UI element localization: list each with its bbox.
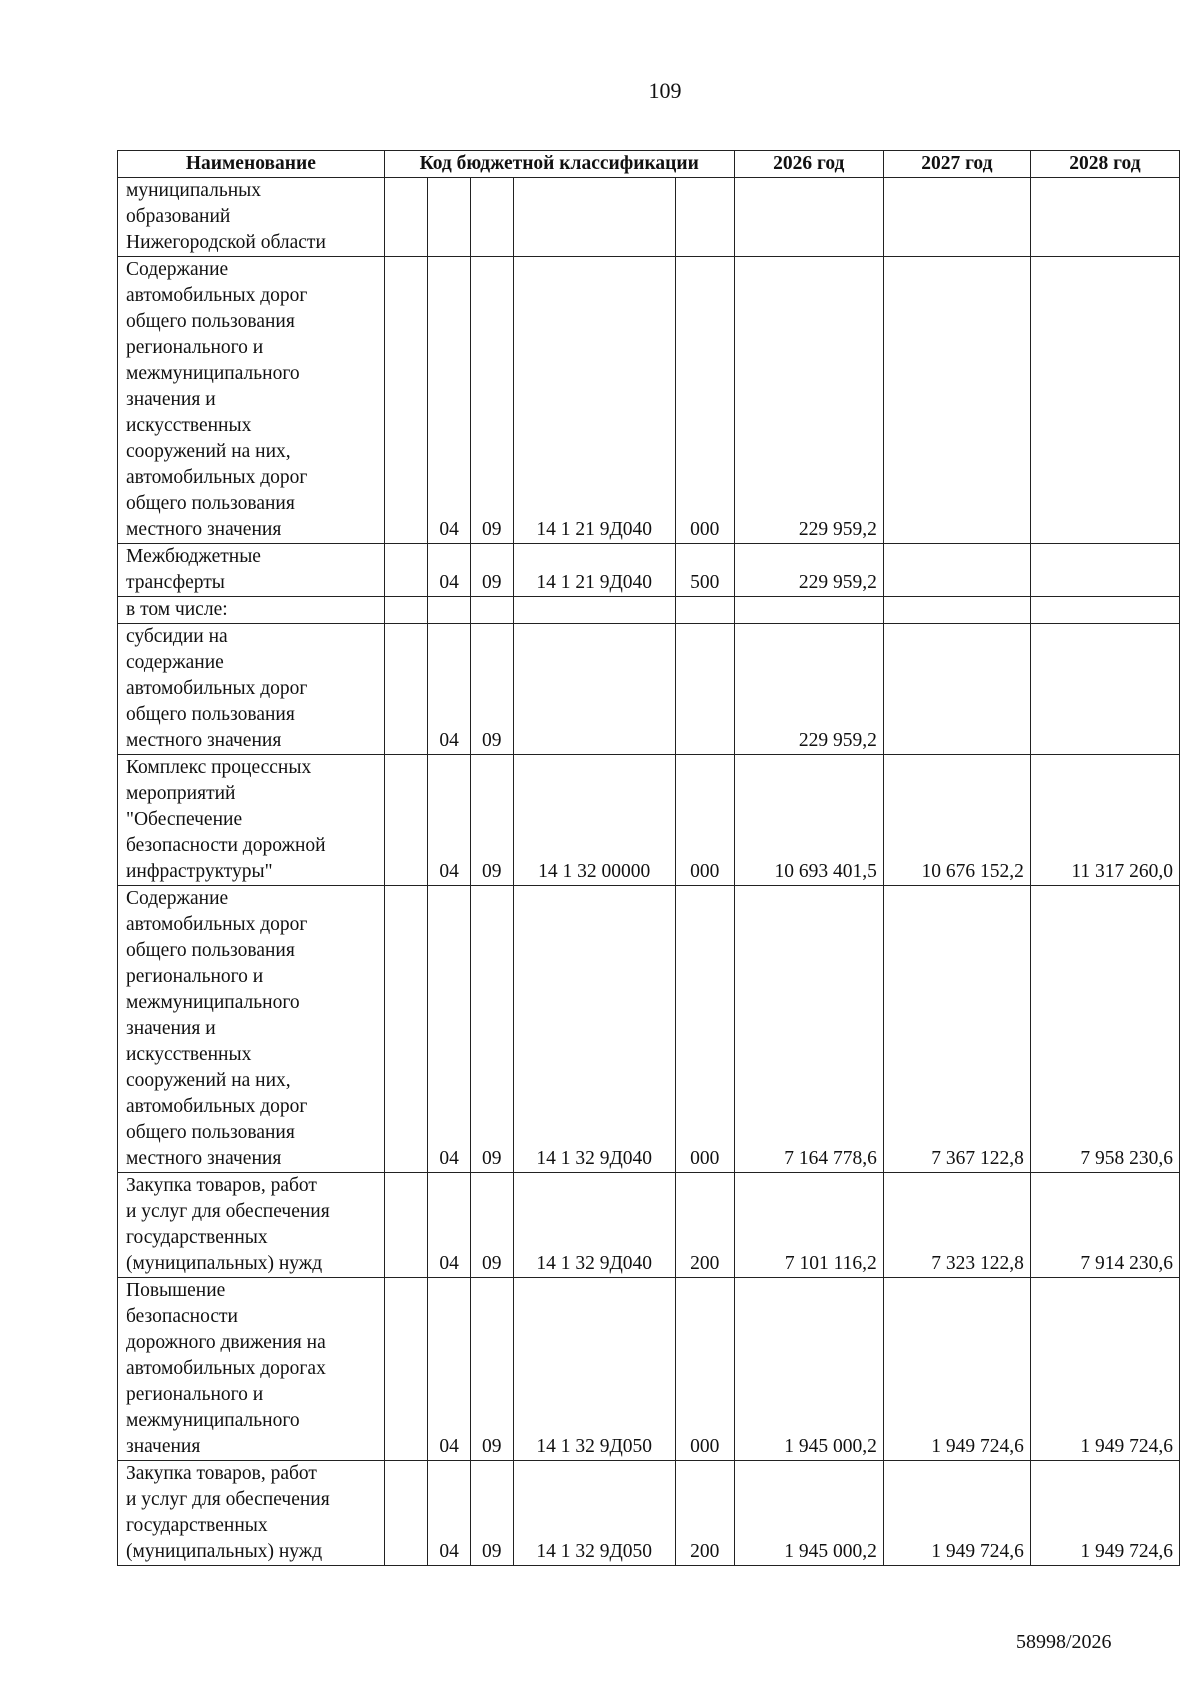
cell-name: Межбюджетные трансферты — [118, 544, 385, 597]
cell-code-expense-type: 000 — [675, 886, 734, 1173]
cell-value-2028 — [1030, 178, 1179, 257]
cell-value-2026: 1 945 000,2 — [734, 1278, 883, 1461]
table-row — [118, 1461, 1180, 1566]
cell-code-subsection: 09 — [470, 624, 513, 755]
cell-code-section: 04 — [428, 886, 471, 1173]
cell-value-2026 — [734, 178, 883, 257]
cell-code-1 — [384, 544, 428, 597]
table-row — [118, 1278, 1180, 1461]
cell-code-section: 04 — [428, 544, 471, 597]
cell-value-2027: 10 676 152,2 — [883, 755, 1030, 886]
cell-code-subsection: 09 — [470, 1461, 513, 1566]
cell-code-1 — [384, 886, 428, 1173]
cell-value-2028 — [1030, 624, 1179, 755]
cell-value-2026 — [734, 597, 883, 624]
cell-code-expense-type: 000 — [675, 755, 734, 886]
cell-code-expense-type: 000 — [675, 1278, 734, 1461]
cell-code-target: 14 1 32 9Д050 — [513, 1461, 675, 1566]
cell-value-2028: 1 949 724,6 — [1030, 1278, 1179, 1461]
cell-value-2028: 11 317 260,0 — [1030, 755, 1179, 886]
cell-value-2028: 7 914 230,6 — [1030, 1173, 1179, 1278]
cell-name: Содержание автомобильных дорог общего пользования регионального и межмуниципального значения и искусственных сооружений на них, автомобильных дорог общего пользования местного значения — [118, 886, 385, 1173]
cell-code-target: 14 1 21 9Д040 — [513, 257, 675, 544]
table-row — [118, 755, 1180, 886]
cell-value-2026: 7 101 116,2 — [734, 1173, 883, 1278]
cell-code-section: 04 — [428, 1461, 471, 1566]
header-name: Наименование — [118, 151, 385, 178]
header-2027: 2027 год — [883, 151, 1030, 178]
cell-name: Повышение безопасности дорожного движения на автомобильных дорогах регионального и межмуниципального значения — [118, 1278, 385, 1461]
cell-value-2028: 1 949 724,6 — [1030, 1461, 1179, 1566]
page-number: 109 — [648, 78, 682, 103]
cell-code-expense-type — [675, 597, 734, 624]
cell-code-target — [513, 624, 675, 755]
cell-code-target — [513, 597, 675, 624]
cell-code-subsection: 09 — [470, 1173, 513, 1278]
cell-code-1 — [384, 624, 428, 755]
cell-code-expense-type: 200 — [675, 1173, 734, 1278]
cell-value-2027: 1 949 724,6 — [883, 1461, 1030, 1566]
cell-value-2027 — [883, 178, 1030, 257]
cell-code-subsection — [470, 597, 513, 624]
cell-code-subsection: 09 — [470, 1278, 513, 1461]
cell-value-2026: 229 959,2 — [734, 624, 883, 755]
cell-value-2028 — [1030, 257, 1179, 544]
cell-code-expense-type: 500 — [675, 544, 734, 597]
cell-code-1 — [384, 1173, 428, 1278]
cell-value-2026: 1 945 000,2 — [734, 1461, 883, 1566]
cell-code-target: 14 1 32 9Д050 — [513, 1278, 675, 1461]
table-row — [118, 597, 1180, 624]
cell-name: субсидии на содержание автомобильных дорог общего пользования местного значения — [118, 624, 385, 755]
cell-code-section — [428, 597, 471, 624]
cell-code-subsection: 09 — [470, 257, 513, 544]
cell-value-2027 — [883, 544, 1030, 597]
cell-value-2027: 1 949 724,6 — [883, 1278, 1030, 1461]
cell-name: Содержание автомобильных дорог общего пользования регионального и межмуниципального значения и искусственных сооружений на них, автомобильных дорог общего пользования местного значения — [118, 257, 385, 544]
table-header-row — [118, 151, 1180, 178]
cell-code-section — [428, 178, 471, 257]
header-2026: 2026 год — [734, 151, 883, 178]
cell-code-expense-type: 000 — [675, 257, 734, 544]
table-row — [118, 886, 1180, 1173]
table-row — [118, 178, 1180, 257]
cell-name: Комплекс процессных мероприятий "Обеспечение безопасности дорожной инфраструктуры" — [118, 755, 385, 886]
cell-code-subsection: 09 — [470, 886, 513, 1173]
cell-value-2027 — [883, 257, 1030, 544]
cell-value-2028 — [1030, 544, 1179, 597]
cell-value-2026: 7 164 778,6 — [734, 886, 883, 1173]
cell-code-1 — [384, 257, 428, 544]
cell-value-2026: 229 959,2 — [734, 257, 883, 544]
cell-code-subsection — [470, 178, 513, 257]
table-row — [118, 257, 1180, 544]
cell-code-target: 14 1 21 9Д040 — [513, 544, 675, 597]
cell-code-section: 04 — [428, 257, 471, 544]
cell-code-1 — [384, 755, 428, 886]
cell-code-section: 04 — [428, 755, 471, 886]
header-2028: 2028 год — [1030, 151, 1179, 178]
budget-table — [117, 150, 1180, 1566]
table-row — [118, 1173, 1180, 1278]
table-row — [118, 544, 1180, 597]
cell-code-1 — [384, 597, 428, 624]
cell-code-1 — [384, 1461, 428, 1566]
cell-value-2026: 10 693 401,5 — [734, 755, 883, 886]
document-code: 58998/2026 — [1016, 1631, 1112, 1653]
cell-value-2027: 7 367 122,8 — [883, 886, 1030, 1173]
cell-code-section: 04 — [428, 624, 471, 755]
cell-code-subsection: 09 — [470, 755, 513, 886]
table-row — [118, 624, 1180, 755]
cell-code-section: 04 — [428, 1173, 471, 1278]
cell-code-subsection: 09 — [470, 544, 513, 597]
cell-value-2028 — [1030, 597, 1179, 624]
table-body — [118, 178, 1180, 1566]
cell-value-2028: 7 958 230,6 — [1030, 886, 1179, 1173]
cell-value-2026: 229 959,2 — [734, 544, 883, 597]
cell-code-section: 04 — [428, 1278, 471, 1461]
cell-value-2027 — [883, 624, 1030, 755]
cell-name: Закупка товаров, работ и услуг для обеспечения государственных (муниципальных) нужд — [118, 1461, 385, 1566]
cell-value-2027 — [883, 597, 1030, 624]
cell-code-1 — [384, 178, 428, 257]
cell-code-target: 14 1 32 9Д040 — [513, 1173, 675, 1278]
cell-code-expense-type — [675, 624, 734, 755]
cell-code-target — [513, 178, 675, 257]
cell-name: Закупка товаров, работ и услуг для обеспечения государственных (муниципальных) нужд — [118, 1173, 385, 1278]
cell-code-target: 14 1 32 00000 — [513, 755, 675, 886]
cell-name: в том числе: — [118, 597, 385, 624]
cell-name: муниципальных образований Нижегородской области — [118, 178, 385, 257]
cell-code-1 — [384, 1278, 428, 1461]
cell-code-target: 14 1 32 9Д040 — [513, 886, 675, 1173]
cell-value-2027: 7 323 122,8 — [883, 1173, 1030, 1278]
cell-code-expense-type: 200 — [675, 1461, 734, 1566]
cell-code-expense-type — [675, 178, 734, 257]
header-code: Код бюджетной классификации — [384, 151, 734, 178]
